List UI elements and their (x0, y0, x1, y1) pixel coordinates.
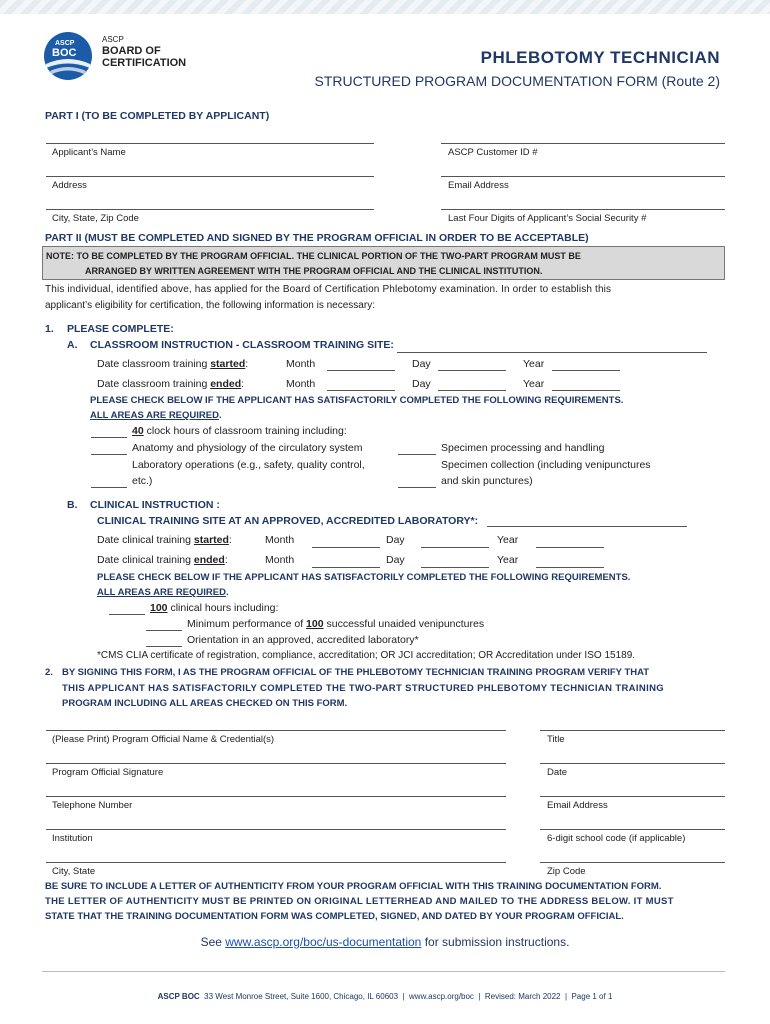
ssn-label: Last Four Digits of Applicant’s Social Security # (448, 213, 647, 224)
all-areas-required-text: ALL AREAS ARE REQUIRED (90, 410, 219, 421)
clinical-started-month: Month (265, 534, 295, 546)
part2-note-line2: ARRANGED BY WRITTEN AGREEMENT WITH THE PROGRAM OFFICIAL AND THE CLINICAL INSTITUTION. (85, 266, 543, 276)
city-line[interactable] (46, 209, 374, 210)
email-label: Email Address (448, 180, 509, 191)
classroom-ended-year-input[interactable] (552, 390, 620, 391)
check-100-hours[interactable] (109, 614, 145, 615)
section1-number: 1. (45, 323, 54, 335)
logo-text-board: BOARD OF (102, 45, 161, 57)
clinical-check-instruction: PLEASE CHECK BELOW IF THE APPLICANT HAS SATISFACTORILY COMPLETED THE FOLLOWING REQUIREMENTS. (97, 572, 631, 583)
official-zip-label: Zip Code (547, 866, 586, 877)
classroom-started-year: Year (523, 358, 545, 370)
classroom-ended-month: Month (286, 378, 316, 390)
customer-id-line[interactable] (441, 143, 725, 144)
classroom-site-line[interactable] (397, 352, 707, 353)
clinical-ended-row (97, 554, 228, 566)
classroom-hours-text (132, 425, 347, 437)
clinical-started-day-input[interactable] (421, 547, 489, 548)
classroom-started-year-input[interactable] (552, 370, 620, 371)
lab-ops-line1: Laboratory operations (e.g., safety, quality control, (132, 459, 365, 471)
check-specimen-collection[interactable] (398, 487, 436, 488)
check-specimen-processing[interactable] (398, 454, 436, 455)
classroom-ended-month-input[interactable] (327, 390, 395, 391)
clinical-all-required (97, 587, 229, 598)
classroom-ended-day: Day (412, 378, 431, 390)
official-date-line[interactable] (540, 763, 725, 764)
applicant-name-line[interactable] (46, 143, 374, 144)
section-a-title: CLASSROOM INSTRUCTION - CLASSROOM TRAINING SITE: (90, 339, 394, 351)
classroom-started-label: Date classroom training (97, 358, 211, 370)
check-orientation[interactable] (146, 646, 182, 647)
period: . (225, 587, 229, 598)
ascp-boc-logo (42, 31, 202, 81)
section-b-title: CLINICAL INSTRUCTION : (90, 499, 220, 511)
lab-ops-line2: etc.) (132, 475, 153, 487)
part2-intro-line2: applicant’s eligibility for certification, the following information is necessary: (45, 300, 375, 311)
clinical-started-word: started (193, 534, 229, 546)
specimen-processing-text: Specimen processing and handling (441, 442, 605, 454)
section2-number: 2. (45, 667, 53, 678)
clinical-started-month-input[interactable] (312, 547, 380, 548)
check-anatomy[interactable] (91, 454, 127, 455)
colon: : (241, 378, 245, 390)
footer-brand: ASCP BOC (157, 992, 200, 1001)
part2-note-line1: NOTE: TO BE COMPLETED BY THE PROGRAM OFFICIAL. THE CLINICAL PORTION OF THE TWO-PART PROGRAM MUST BE (46, 251, 581, 261)
venipuncture-count: 100 (306, 618, 324, 630)
email-line[interactable] (441, 176, 725, 177)
hours-text: clock hours of classroom training including: (143, 425, 347, 437)
classroom-started-day-input[interactable] (438, 370, 506, 371)
venipuncture-text (187, 618, 484, 630)
institution-label: Institution (52, 833, 93, 844)
page-title: PHLEBOTOMY TECHNICIAN (480, 48, 720, 67)
city-label: City, State, Zip Code (52, 213, 139, 224)
clinical-hours-text (150, 602, 278, 614)
clinical-site-label: CLINICAL TRAINING SITE AT AN APPROVED, ACCREDITED LABORATORY*: (97, 515, 479, 527)
clinical-started-label: Date clinical training (97, 534, 194, 546)
applicant-name-label: Applicant’s Name (52, 147, 126, 158)
logo-ascp-small: ASCP (55, 40, 75, 47)
see-text: See (200, 935, 226, 949)
see-post-text: for submission instructions. (421, 935, 570, 949)
hours-100: 100 (150, 602, 168, 614)
official-phone-line[interactable] (46, 796, 506, 797)
customer-id-label: ASCP Customer ID # (448, 147, 538, 158)
top-decorative-band (0, 0, 770, 14)
classroom-started-month: Month (286, 358, 316, 370)
part2-intro-line1: This individual, identified above, has applied for the Board of Certification Phlebotomy examination. In order to establish this (45, 284, 612, 295)
classroom-ended-label: Date classroom training (97, 378, 211, 390)
classroom-ended-year: Year (523, 378, 545, 390)
clinical-ended-word: ended (193, 554, 225, 566)
official-name-line[interactable] (46, 730, 506, 731)
ssn-line[interactable] (441, 209, 725, 210)
hours-40: 40 (132, 425, 144, 437)
clinical-ended-year: Year (497, 554, 519, 566)
classroom-all-required (90, 410, 222, 421)
colon: : (228, 534, 232, 546)
footer-text: 33 West Monroe Street, Suite 1600, Chicago, IL 60603 | www.ascp.org/boc | Revised: March 2022 | Page 1 of 1 (199, 992, 613, 1001)
school-code-label: 6-digit school code (if applicable) (547, 833, 686, 844)
clinical-ended-month-input[interactable] (312, 567, 380, 568)
all-areas-required-text: ALL AREAS ARE REQUIRED (97, 587, 226, 598)
address-label: Address (52, 180, 87, 191)
classroom-ended-word: ended (210, 378, 242, 390)
institution-line[interactable] (46, 829, 506, 830)
classroom-check-instruction: PLEASE CHECK BELOW IF THE APPLICANT HAS SATISFACTORILY COMPLETED THE FOLLOWING REQUIREMENTS. (90, 395, 624, 406)
section2-line2: THIS APPLICANT HAS SATISFACTORILY COMPLETED THE TWO-PART STRUCTURED PHLEBOTOMY TECHNICIAN TRAINING (62, 683, 665, 694)
official-name-label: (Please Print) Program Official Name & Credential(s) (52, 734, 275, 745)
classroom-started-day: Day (412, 358, 431, 370)
part1-heading: PART I (TO BE COMPLETED BY APPLICANT) (45, 110, 270, 122)
official-email-label: Email Address (547, 800, 608, 811)
footer (0, 992, 770, 1001)
colon: : (224, 554, 228, 566)
period: . (218, 410, 222, 421)
check-venipunctures[interactable] (146, 630, 182, 631)
clinical-hours-suffix: clinical hours including: (167, 602, 279, 614)
anatomy-text: Anatomy and physiology of the circulatory system (132, 442, 363, 454)
closing-line1: BE SURE TO INCLUDE A LETTER OF AUTHENTICITY FROM YOUR PROGRAM OFFICIAL WITH THIS TRAINING DOCUMENTATION FORM. (45, 881, 662, 892)
classroom-ended-day-input[interactable] (438, 390, 506, 391)
submission-instructions (0, 935, 770, 949)
official-email-line[interactable] (540, 796, 725, 797)
official-signature-label: Program Official Signature (52, 767, 164, 778)
clinical-started-row (97, 534, 232, 546)
specimen-collection-line1: Specimen collection (including venipunctures (441, 459, 651, 471)
official-title-line[interactable] (540, 730, 725, 731)
section1-title: PLEASE COMPLETE: (67, 323, 174, 335)
closing-line2: THE LETTER OF AUTHENTICITY MUST BE PRINTED ON ORIGINAL LETTERHEAD AND MAILED TO THE ADDRESS BELOW. IT MUST (45, 896, 674, 907)
clinical-ended-year-input[interactable] (536, 567, 604, 568)
official-zip-line[interactable] (540, 862, 725, 863)
school-code-line[interactable] (540, 829, 725, 830)
orientation-text: Orientation in an approved, accredited laboratory* (187, 634, 419, 646)
logo-text-ascp: ASCP (102, 35, 124, 44)
page-subtitle: STRUCTURED PROGRAM DOCUMENTATION FORM (Route 2) (314, 73, 720, 89)
check-lab-ops[interactable] (91, 487, 127, 488)
colon: : (245, 358, 249, 370)
classroom-started-month-input[interactable] (327, 370, 395, 371)
classroom-started-word: started (210, 358, 246, 370)
section2-line1: BY SIGNING THIS FORM, I AS THE PROGRAM OFFICIAL OF THE PHLEBOTOMY TECHNICIAN TRAINING PROGRAM VERIFY THAT (62, 667, 650, 678)
classroom-started-row (97, 358, 248, 370)
part2-heading: PART II (MUST BE COMPLETED AND SIGNED BY THE PROGRAM OFFICIAL IN ORDER TO BE ACCEPTABLE) (45, 232, 589, 244)
min-pre: Minimum performance of (187, 618, 307, 630)
clinical-ended-day-input[interactable] (421, 567, 489, 568)
clinical-started-year: Year (497, 534, 519, 546)
clinical-ended-month: Month (265, 554, 295, 566)
classroom-ended-row (97, 378, 244, 390)
clinical-started-year-input[interactable] (536, 547, 604, 548)
specimen-collection-line2: and skin punctures) (441, 475, 533, 487)
logo-boc: BOC (52, 47, 77, 59)
clinical-ended-day: Day (386, 554, 405, 566)
address-line[interactable] (46, 176, 374, 177)
section-a-letter: A. (67, 339, 78, 351)
check-40-hours[interactable] (91, 437, 127, 438)
official-phone-label: Telephone Number (52, 800, 133, 811)
section2-line3: PROGRAM INCLUDING ALL AREAS CHECKED ON THIS FORM. (62, 698, 348, 709)
official-city-line[interactable] (46, 862, 506, 863)
closing-line3: STATE THAT THE TRAINING DOCUMENTATION FORM WAS COMPLETED, SIGNED, AND DATED BY YOUR PROGRAM OFFICIAL. (45, 911, 624, 922)
section-b-letter: B. (67, 499, 78, 511)
official-signature-line[interactable] (46, 763, 506, 764)
official-city-label: City, State (52, 866, 96, 877)
min-post: successful unaided venipunctures (323, 618, 485, 630)
clinical-site-line[interactable] (487, 526, 687, 527)
official-title-label: Title (547, 734, 565, 745)
official-date-label: Date (547, 767, 568, 778)
clinical-ended-label: Date clinical training (97, 554, 194, 566)
footer-divider (42, 971, 725, 972)
documentation-link[interactable]: www.ascp.org/boc/us-documentation (225, 935, 422, 949)
clinical-started-day: Day (386, 534, 405, 546)
logo-text-certification: CERTIFICATION (102, 57, 187, 69)
cms-footnote: *CMS CLIA certificate of registration, compliance, accreditation; OR JCI accreditation; OR Accreditation under ISO 15189. (97, 650, 636, 661)
